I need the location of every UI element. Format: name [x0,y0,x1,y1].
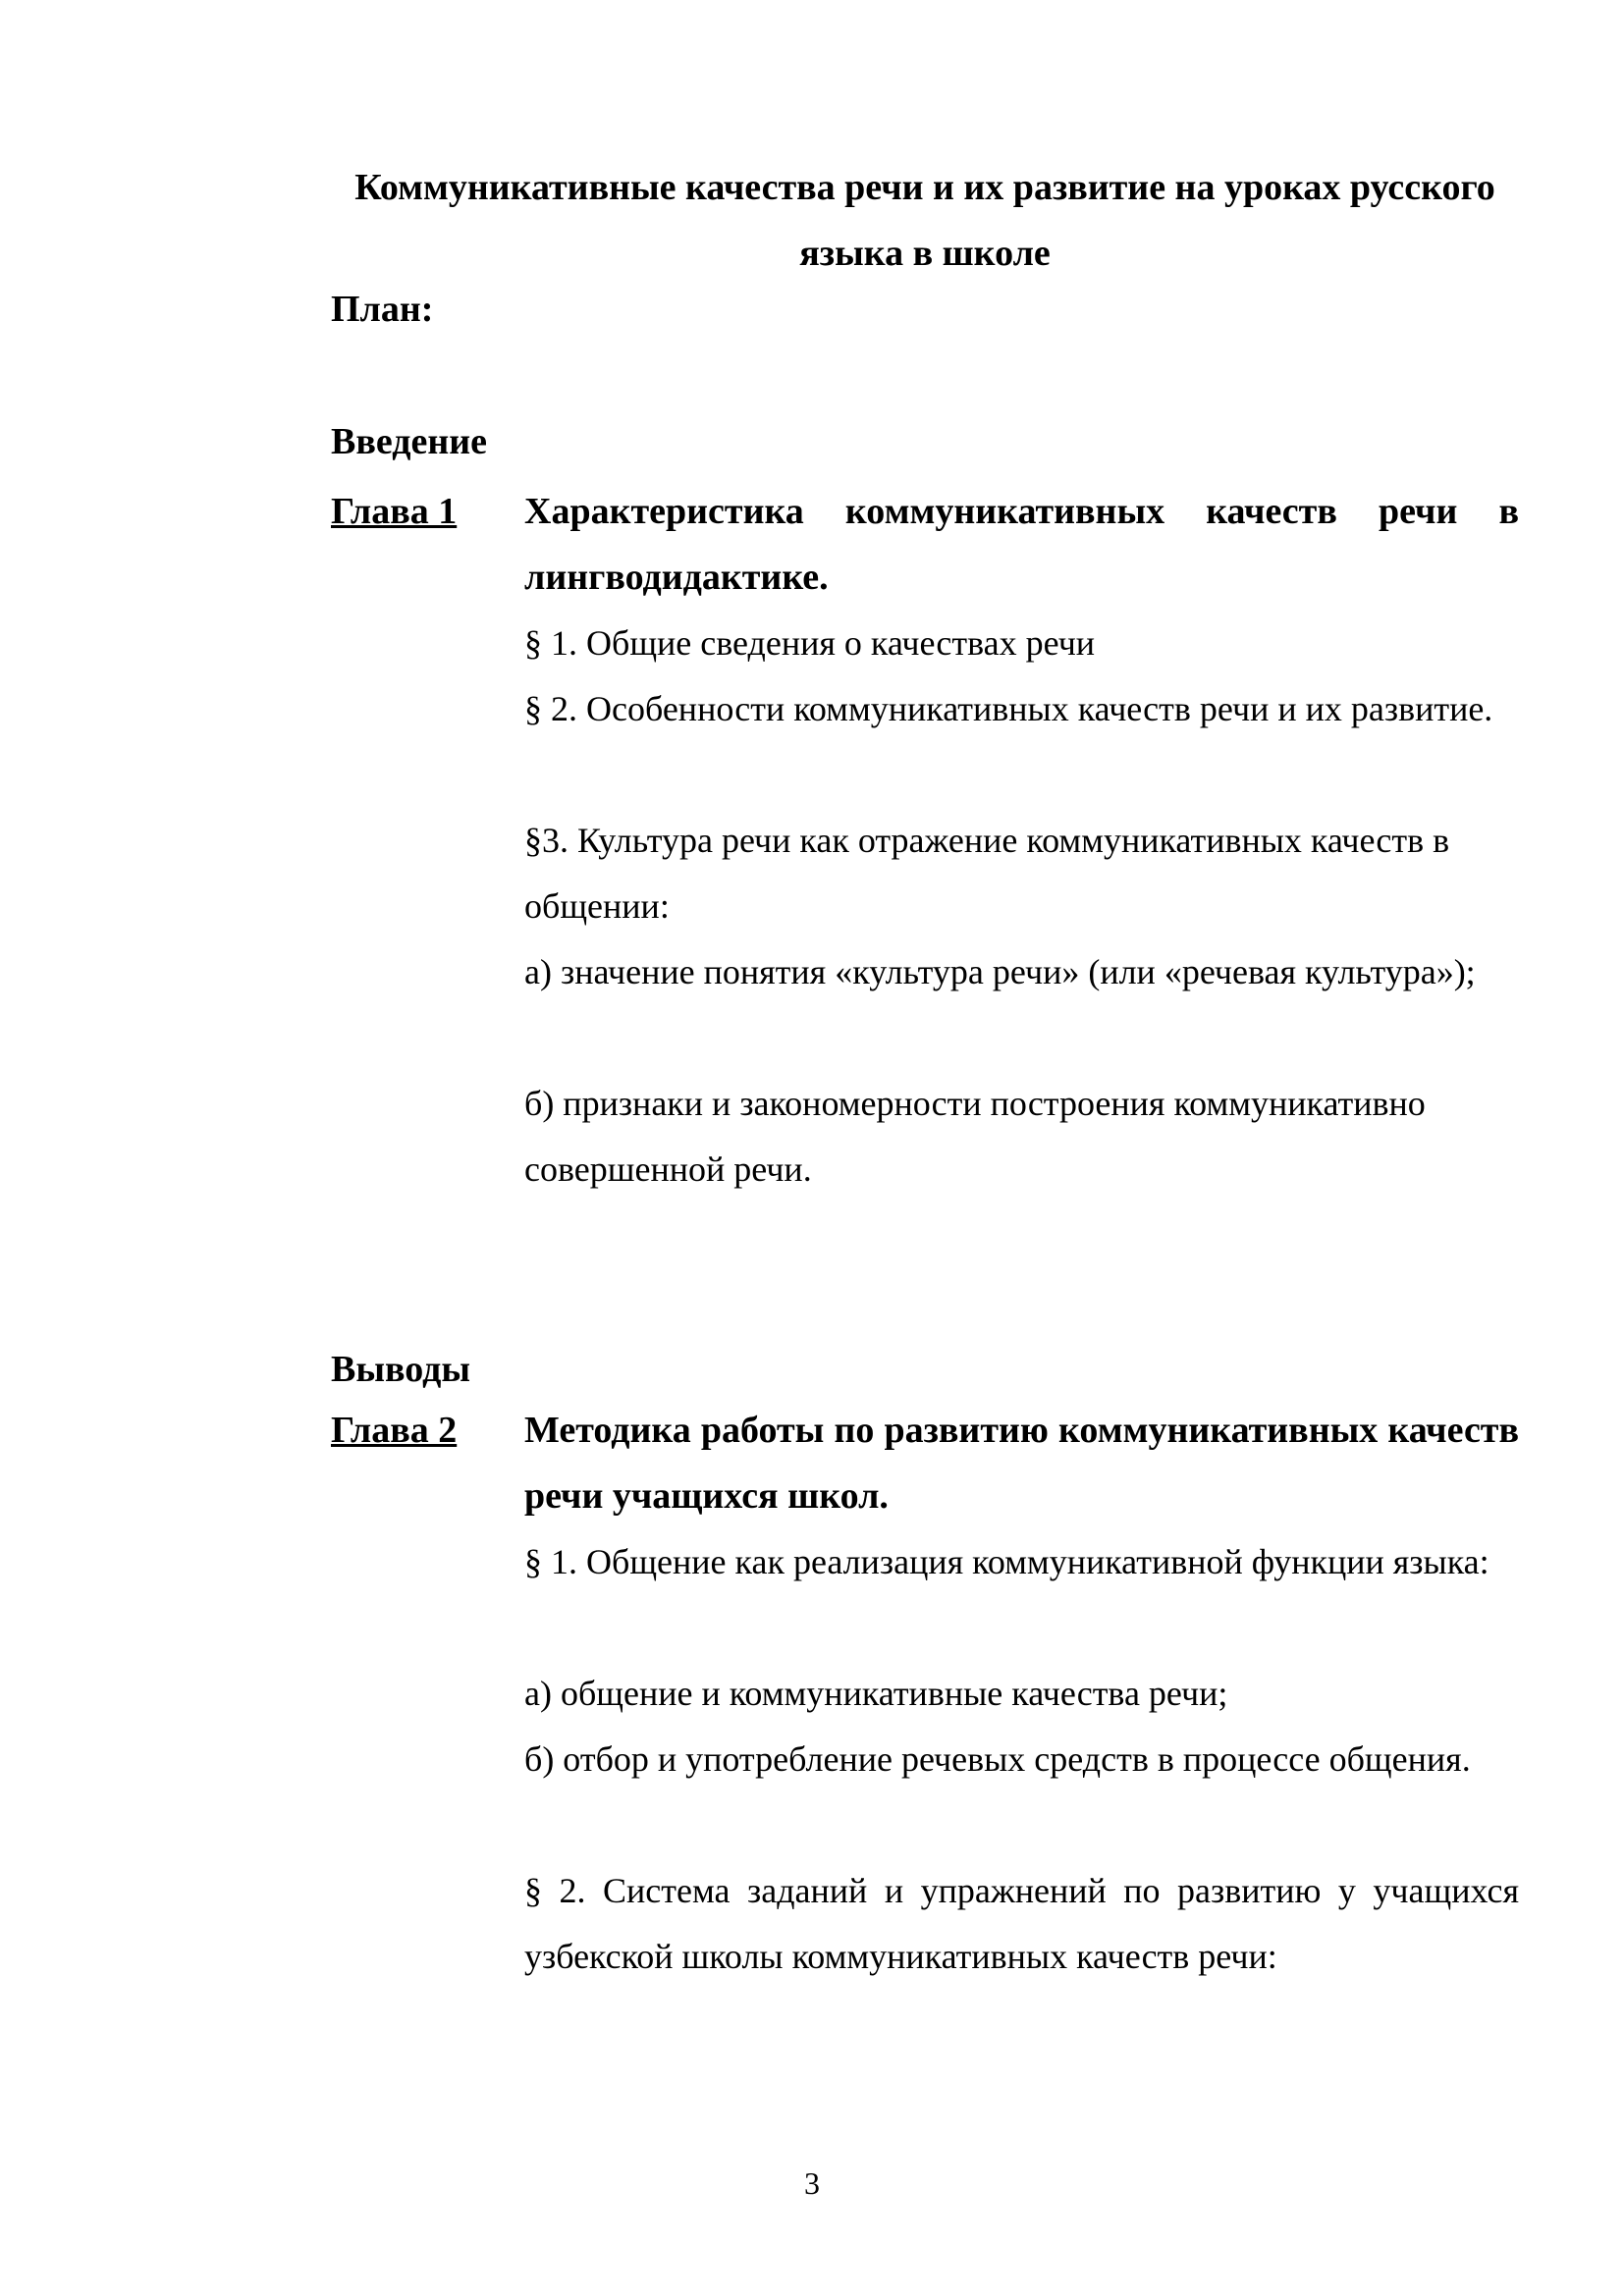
chapter2-label: Глава 2 [331,1410,458,1451]
chapter1-item-3: §3. Культура речи как отражение коммуникативных качеств в общении: [524,821,1450,926]
chapter2-item-2: а) общение и коммуникативные качества речи; [524,1674,1228,1713]
chapter2-title: Методика работы по развитию коммуникативных качеств речи учащихся школ. [524,1410,1519,1517]
page-number: 3 [804,2165,820,2201]
document-title: Коммуникативные качества речи и их развитие на уроках русского языка в школе [354,167,1495,274]
chapter1-title: Характеристика коммуникативных качеств речи в лингводидактике. [524,491,1519,598]
introduction-heading: Введение [331,421,487,462]
chapter1-item-5: б) признаки и закономерности построения коммуникативно совершенной речи. [524,1084,1426,1189]
chapter1-label: Глава 1 [331,491,458,532]
conclusions-heading: Выводы [331,1349,471,1390]
chapter1-item-2: § 2. Особенности коммуникативных качеств речи и их развитие. [524,689,1493,728]
chapter2-item-3: б) отбор и употребление речевых средств в процессе общения. [524,1739,1471,1779]
plan-label: План: [331,289,434,330]
chapter1-item-4: а) значение понятия «культура речи» (или «речевая культура»); [524,952,1476,991]
chapter1-item-1: § 1. Общие сведения о качествах речи [524,623,1096,663]
chapter2-item-4: § 2. Система заданий и упражнений по развитию у учащихся узбекской школы коммуникативных качеств речи: [524,1871,1519,1976]
chapter2-item-1: § 1. Общение как реализация коммуникативной функции языка: [524,1542,1489,1581]
